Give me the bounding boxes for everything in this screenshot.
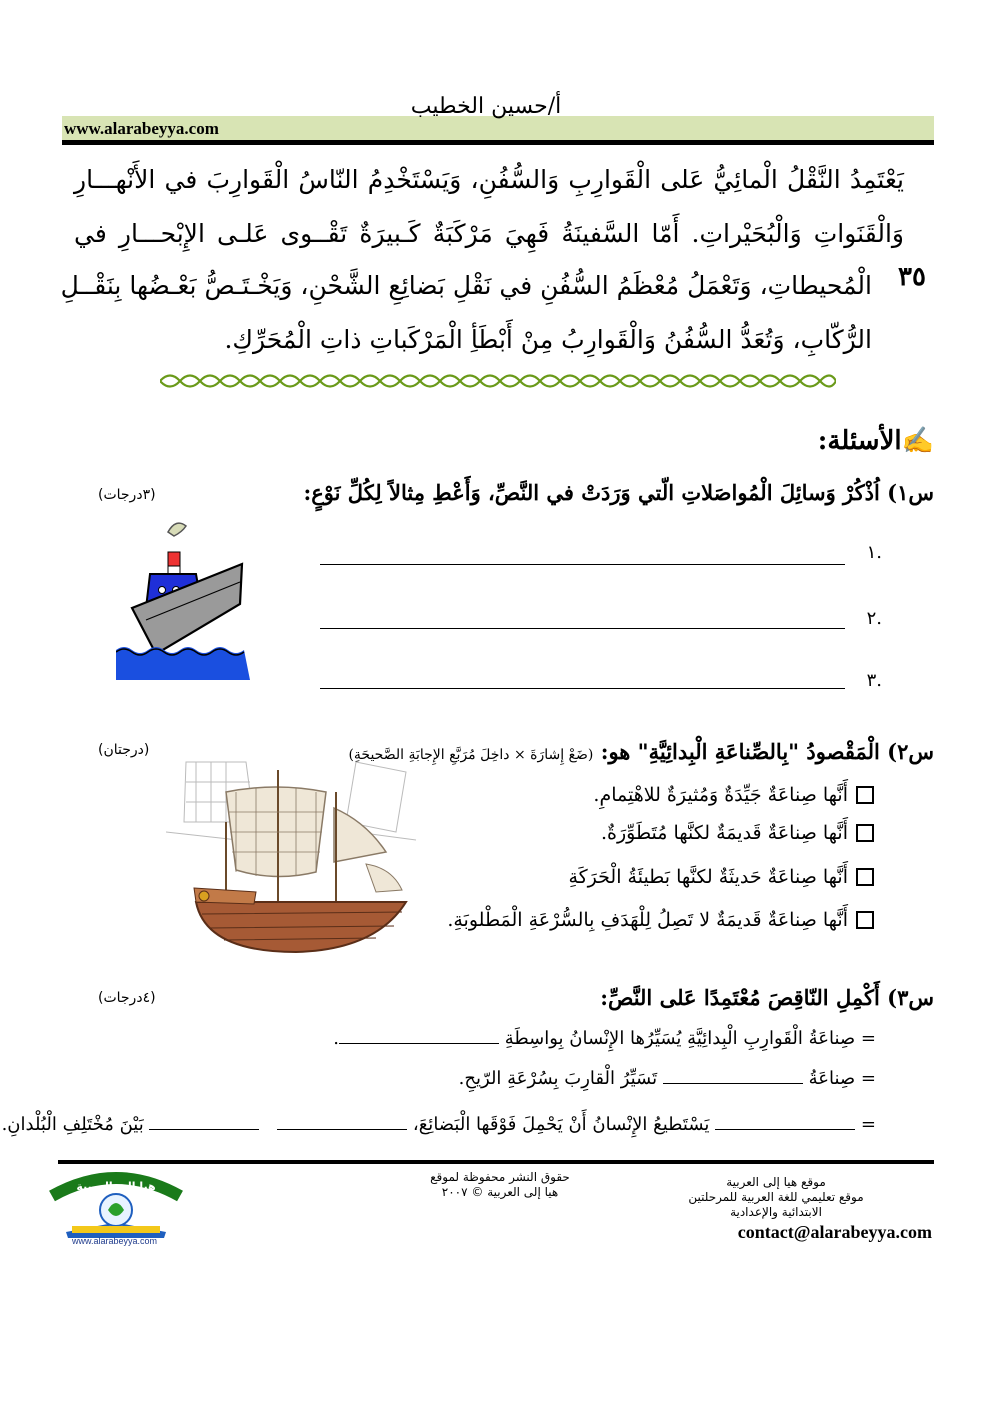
passage-line: الْمُحيطاتِ، وَتَعْمَلُ مُعْظَمُ السُّفُنِ في نَقْلِ بَضائِعِ الشَّحْنِ، وَيَخْـتَـصُّ بَعْـضُها بِنَقْــلِ [60,271,872,300]
fill-blank[interactable] [149,1128,259,1130]
passage-line: وَالْقَنَواتِ وَالْبُحَيْراتِ. أَمّا السَّفينَةُ فَهِيَ مَرْكَبَةٌ كَـبيرَةٌ تَقْــوى عَلـى الإِبْحـــارِ في [74,219,904,248]
fill-blank[interactable] [277,1128,407,1130]
contact-email[interactable]: contact@alarabeyya.com [737,1222,932,1242]
choice-4[interactable]: أَنَّها صِناعَةٌ قَديمَةٌ لا تَصِلُ لِلْهَدَفِ بِالسُّرْعَةِ الْمَطْلوبَةِ. [447,909,874,931]
fill-blank[interactable] [663,1082,803,1084]
answer-line-2[interactable] [320,628,845,629]
choice-checkbox[interactable] [856,786,874,804]
answer-number: ١. [866,542,882,563]
fill-line-2: = صِناعَةُ تَسَيِّرُ الْقارِبَ بِسُرْعَةِ الرّيحِ. [458,1068,876,1089]
sailing-ship-illustration [166,752,418,958]
page-number: ٣٥ [898,262,926,291]
site-url[interactable]: www.alarabeyya.com [64,119,219,138]
ornament-divider-icon [160,370,836,392]
ship-illustration [116,512,250,680]
choice-3[interactable]: أَنَّها صِناعَةٌ حَديثَةٌ لكنَّها بَطيئَةُ الْحَرَكَةِ [568,866,874,888]
question-3-marks: (٤درجات) [98,990,156,1006]
question-1-marks: (٣درجات) [98,487,156,503]
choice-2[interactable]: أَنَّها صِناعَةٌ قَديمَةٌ لكنَّها مُتَطَوِّرَةٌ. [601,822,874,844]
question-3: س٣) أَكْمِلِ النّاقِصَ مُعْتَمِدًا عَلى النَّصِّ: [600,985,934,1010]
answer-number: ٢. [866,608,882,629]
fill-blank[interactable] [339,1042,499,1044]
question-2-marks: (درجتان) [98,742,150,758]
footer-site-info: موقع هيا إلى العربية موقع تعليمي للغة العربية للمرحلتين الابتدائية والإعدادية [688,1175,864,1219]
question-2: س٢) الْمَقْصودُ "بِالصِّناعَةِ الْبِدائِيَّةِ" هو: (ضَعْ إِشارَةَ × داخِلَ مُرَبَّعِ الإِجابَةِ الصَّحيحَةِ) [348,739,934,764]
choice-1[interactable]: أَنَّها صِناعَةٌ جَيِّدَةٌ وَمُثيرَةٌ للاهْتِمامِ. [593,784,874,806]
fill-line-1: = صِناعَةُ الْقَوارِبِ الْبِدائِيَّةِ يُسَيِّرُها الإِنْسانُ بِواسِطَةِ . [333,1028,876,1049]
choice-checkbox[interactable] [856,824,874,842]
fill-blank[interactable] [715,1128,855,1130]
choice-checkbox[interactable] [856,911,874,929]
question-1: س١) اُذْكُرْ وَسائِلَ الْمُواصَلاتِ الّتي وَرَدَتْ في النَّصِّ، وَأَعْطِ مِثالاً لِكُلِّ نَوْعٍ: [303,480,934,505]
questions-title: ✍الأسئلة: [817,426,934,456]
pencil-icon: ✍ [901,426,934,456]
logo-text: هيا إلى العربية [76,1180,156,1193]
footer-copyright: حقوق النشر محفوظة لموقع هيا إلى العربية © ٢٠٠٧ [430,1170,570,1199]
answer-line-1[interactable] [320,564,845,565]
answer-line-3[interactable] [320,688,845,689]
logo-url: www.alarabeyya.com [72,1236,158,1246]
footer-rule [58,1160,934,1164]
choice-checkbox[interactable] [856,868,874,886]
fill-line-3: = يَسْتَطيعُ الإِنْسانُ أَنْ يَحْمِلَ فَوْقَها الْبَضائِعَ، بَيْنَ مُخْتَلِفِ الْبُلْدانِ. [1,1114,876,1135]
passage-line: يَعْتَمِدُ النَّقْلُ الْمائِيُّ عَلى الْقَوارِبِ وَالسُّفُنِ، وَيَسْتَخْدِمُ النّاسُ الْقَوارِبَ في الأَنْهـــارِ [74,165,904,194]
answer-number: ٣. [866,670,882,691]
passage-line: الرُّكّابِ، وَتُعَدُّ السُّفُنُ وَالْقَوارِبُ مِنْ أَبْطَأِ الْمَرْكَباتِ ذاتِ الْمُحَرِّكِ. [224,325,872,354]
question-2-hint: (ضَعْ إِشارَةَ × داخِلَ مُرَبَّعِ الإِجابَةِ الصَّحيحَةِ) [348,747,594,763]
author-name: أ/حسين الخطيب [410,94,562,119]
